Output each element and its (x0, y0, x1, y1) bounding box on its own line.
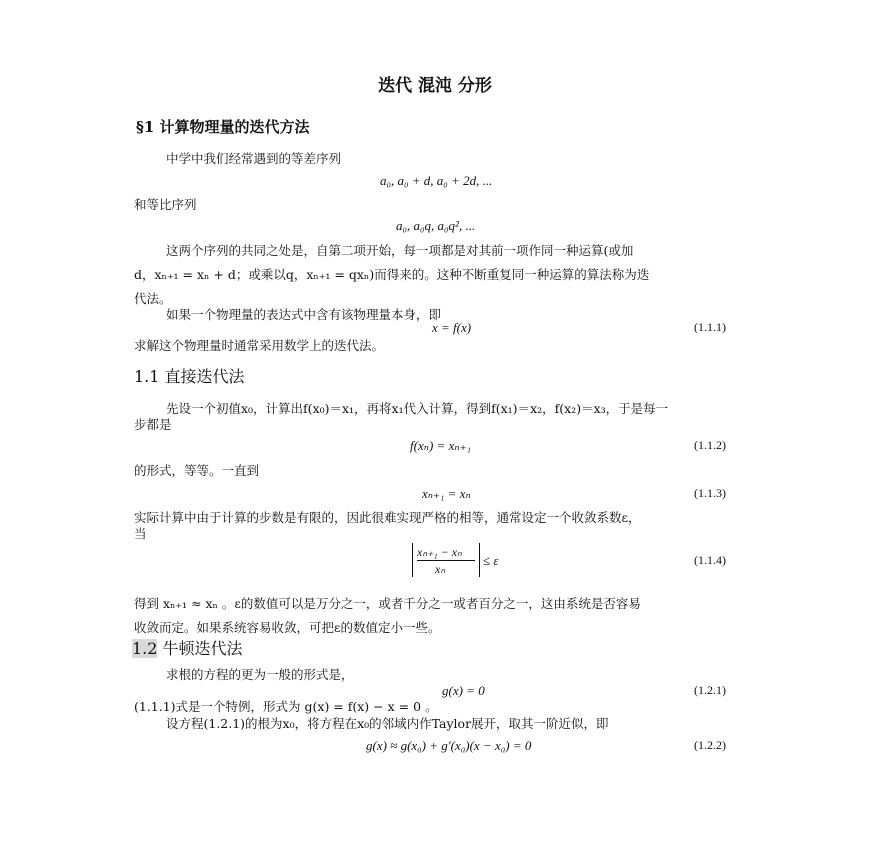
paragraph-text: 设方程(1.2.1)的根为x₀，将方程在x₀的邻域内作Taylor展开，取其一阶近似，即 (166, 716, 609, 731)
paragraph-text: 先设一个初值x₀，计算出f(x₀)＝x₁，再将x₁代入计算，得到f(x₁)＝x₂，f(x₂)＝x₃，于是每一 (166, 401, 669, 416)
equation-1-1-4-absolute-fraction (412, 543, 480, 577)
equation-number: (1.1.2) (694, 438, 726, 452)
paragraph-text: 和等比序列 (134, 197, 197, 212)
equation-1-1-1: x = f(x) (432, 320, 472, 335)
equation-arithmetic-sequence: a₀, a₀ + d, a₀ + 2d, ... (380, 173, 493, 188)
equation-1-1-2: f(xₙ) = xₙ₊₁ (410, 438, 472, 453)
section-1-heading: §1 计算物理量的迭代方法 (136, 118, 310, 136)
paragraph-text: (1.1.1)式是一个特例，形式为 g(x) = f(x) − x = 0 。 (134, 699, 438, 714)
equation-1-1-3: xₙ₊₁ = xₙ (422, 486, 471, 501)
paragraph-text: 实际计算中由于计算的步数是有限的，因此很难实现严格的相等，通常设定一个收敛系数ε， (134, 510, 641, 525)
fraction-bar (417, 560, 475, 561)
paragraph-text: 收敛而定。如果系统容易收敛，可把ε的数值定小一些。 (134, 620, 441, 635)
equation-1-1-4-rhs: ≤ ε (483, 553, 499, 568)
paragraph-text: 求解这个物理量时通常采用数学上的迭代法。 (134, 338, 385, 353)
section-title: 牛顿迭代法 (157, 639, 243, 658)
equation-geometric-sequence: a₀, a₀q, a₀q², ... (396, 218, 476, 233)
paragraph-text: d，xₙ₊₁ = xₙ + d；或乘以q，xₙ₊₁ = qxₙ)而得来的。这种不断重复同一种运算的算法称为迭 (134, 267, 650, 282)
section-number-highlight: 1.2 (132, 639, 158, 658)
paragraph-text: 的形式，等等。一直到 (134, 463, 260, 478)
paragraph-text: 当 (134, 526, 147, 541)
equation-number: (1.2.2) (694, 738, 726, 752)
paragraph-text: 求根的方程的更为一般的形式是， (166, 667, 354, 682)
section-1-2-heading (132, 641, 243, 657)
equation-1-2-2: g(x) ≈ g(x₀) + g′(x₀)(x − x₀) = 0 (366, 738, 532, 753)
document-title: 迭代 混沌 分形 (378, 76, 492, 96)
paragraph-text: 中学中我们经常遇到的等差序列 (166, 151, 342, 166)
paragraph-text: 得到 xₙ₊₁ ≈ xₙ 。ε的数值可以是万分之一，或者千分之一或者百分之一，这由系统是否容易 (134, 596, 641, 611)
equation-number: (1.1.3) (694, 486, 726, 500)
paragraph-text: 步都是 (134, 417, 172, 432)
paragraph-text: 这两个序列的共同之处是，自第二项开始，每一项都是对其前一项作同一种运算(或加 (166, 243, 634, 258)
section-1-1-heading: 1.1 直接迭代法 (134, 367, 245, 386)
paragraph-text: 如果一个物理量的表达式中含有该物理量本身，即 (166, 307, 442, 322)
fraction-numerator: xₙ₊₁ − xₙ (417, 545, 462, 559)
equation-number: (1.1.4) (694, 553, 726, 567)
equation-number: (1.2.1) (694, 683, 726, 697)
paragraph-text: 代法。 (134, 291, 172, 306)
equation-1-2-1: g(x) = 0 (442, 683, 485, 698)
equation-number: (1.1.1) (694, 320, 726, 334)
fraction-denominator: xₙ (435, 562, 446, 576)
